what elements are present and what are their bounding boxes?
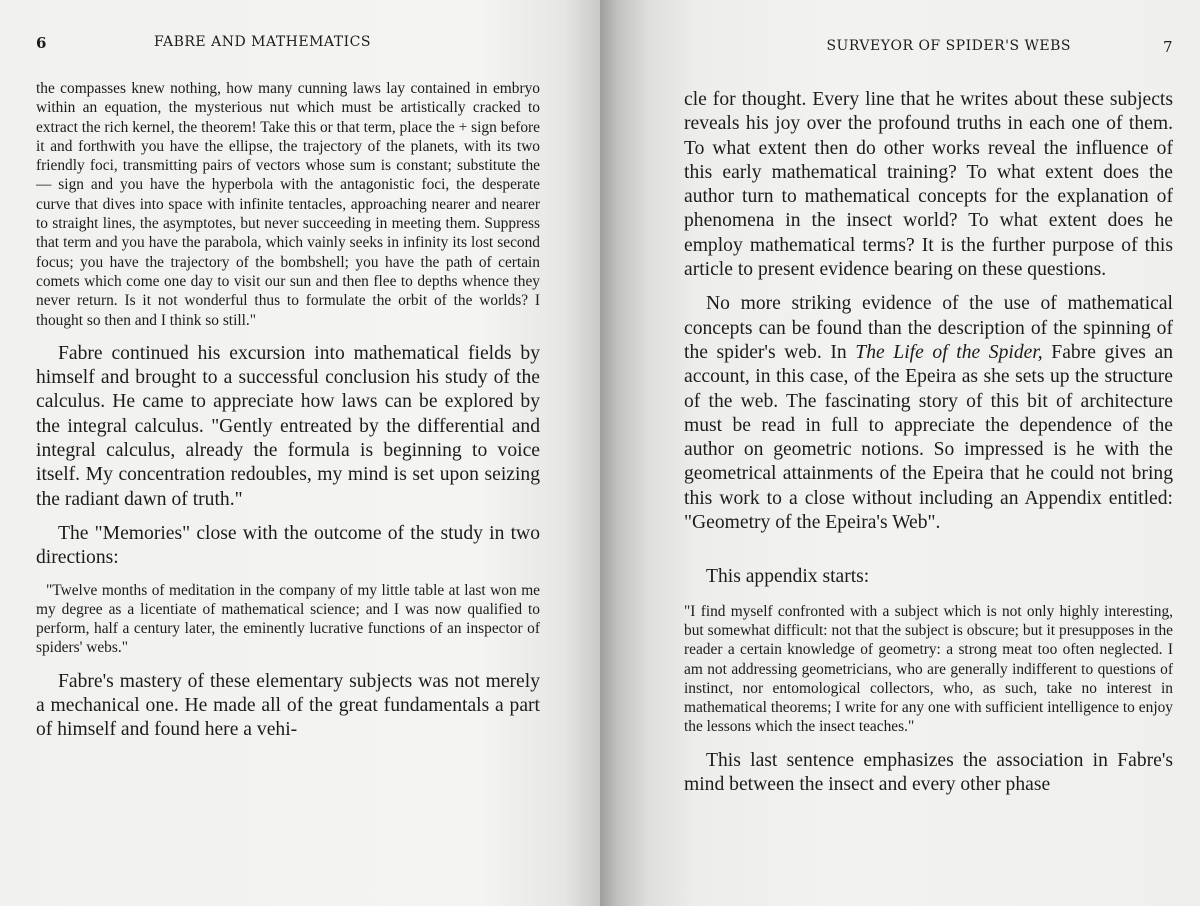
quote-appendix: "I find myself confronted with a subject which is not only highly interesting, but somewhat difficult: not that the subject is obscure; but it presupposes in the reader a certain knowledge of geometry: a strong meat too often neglected. I am not addressing geometricians, who are generally indifferent to questions of instinct, nor entomological collectors, who, as such, take no interest in mathematical theorems; I write for any one with sufficient intelligence to enjoy the lessons which the insect teaches." bbox=[684, 602, 1173, 736]
running-title-left: FABRE AND MATHEMATICS bbox=[154, 34, 371, 50]
quote-twelve-months: "Twelve months of meditation in the company of my little table at last won me my degree as a licentiate of mathematical science; and I was now qualified to perform, half a century later, the eminently lucrative functions of an inspector of spiders' webs." bbox=[36, 581, 540, 657]
paragraph-thought: cle for thought. Every line that he writes about these subjects reveals his joy over the profound truths in each one of them. To what extent then do other works reveal the influence of this early mathematical training? To what extent does the author turn to mathematical concepts for the explanation of phenomena in the insect world? To what extent does he employ mathematical terms? It is the further purpose of this article to present evidence bearing on these questions. bbox=[684, 89, 1173, 281]
page-number-left: 6 bbox=[36, 34, 47, 52]
paragraph-memories: The "Memories" close with the outcome of the study in two directions: bbox=[36, 522, 540, 569]
paragraph-last-sentence: This last sentence emphasizes the association in Fabre's mind between the insect and every other phase bbox=[684, 749, 1173, 796]
right-page-body bbox=[684, 88, 1173, 797]
running-head-right bbox=[684, 38, 1173, 58]
left-page-body bbox=[36, 79, 540, 743]
appendix-intro: This appendix starts: bbox=[706, 566, 870, 588]
paragraph-mastery: Fabre's mastery of these elementary subjects was not merely a mechanical one. He made all of the great fundamentals a part of himself and found here a vehi- bbox=[36, 670, 540, 741]
quote-conic-sections: the compasses knew nothing, how many cunning laws lay contained in embryo within an equation, the mysterious nut which must be artistically cracked to extract the rich kernel, the theorem! Take this or that term, place the + sign before it and forthwith you have the ellipse, the trajectory of the planets, with its two friendly foci, transmitting pairs of vectors whose sum is constant; substitute the — sign and you have the hyperbola with the antagonistic foci, the desperate curve that dives into space with infinite tentacles, approaching nearer and nearer to straight lines, the asymptotes, but never succeeding in meeting them. Suppress that term and you have the parabola, which vainly seeks in infinity its lost second focus; you have the trajectory of the bombshell; you have the path of certain comets which come one day to visit our sun and then flee to depths whence they never return. Is it not wonderful thus to formulate the orbit of the worlds? I thought so then and I think so still." bbox=[36, 80, 540, 329]
paragraph-spider-web bbox=[684, 292, 1173, 535]
running-head-left bbox=[36, 34, 540, 54]
page-number-right: 7 bbox=[1162, 38, 1173, 56]
book-title: The Life of the Spider, bbox=[855, 341, 1043, 363]
evidence-text-start: No more striking evidence of the use of mathematical concepts can be found than the description of the spinning of the spider's web. In bbox=[684, 293, 1173, 363]
right-page bbox=[600, 0, 1200, 906]
evidence-text-end: Fabre gives an account, in this case, of the Epeira as she sets up the structure of the web. The fascinating story of this bit of architecture must be read in full to appreciate the dependence of the author on geometric notions. So impressed is he with the geometrical attainments of the Epeira that he could not bring this work to a close without including an Appendix entitled: "Geometry of the Epeira's Web". bbox=[684, 341, 1173, 534]
running-title-right: SURVEYOR OF SPIDER'S WEBS bbox=[826, 38, 1071, 54]
paragraph-calculus: Fabre continued his excursion into mathematical fields by himself and brought to a successful conclusion his study of the calculus. He came to appreciate how laws can be explored by the integral calculus. "Gently entreated by the differential and integral calculus, already the formula is beginning to voice itself. My concentration redoubles, my mind is set upon seizing the radiant dawn of truth." bbox=[36, 342, 540, 510]
